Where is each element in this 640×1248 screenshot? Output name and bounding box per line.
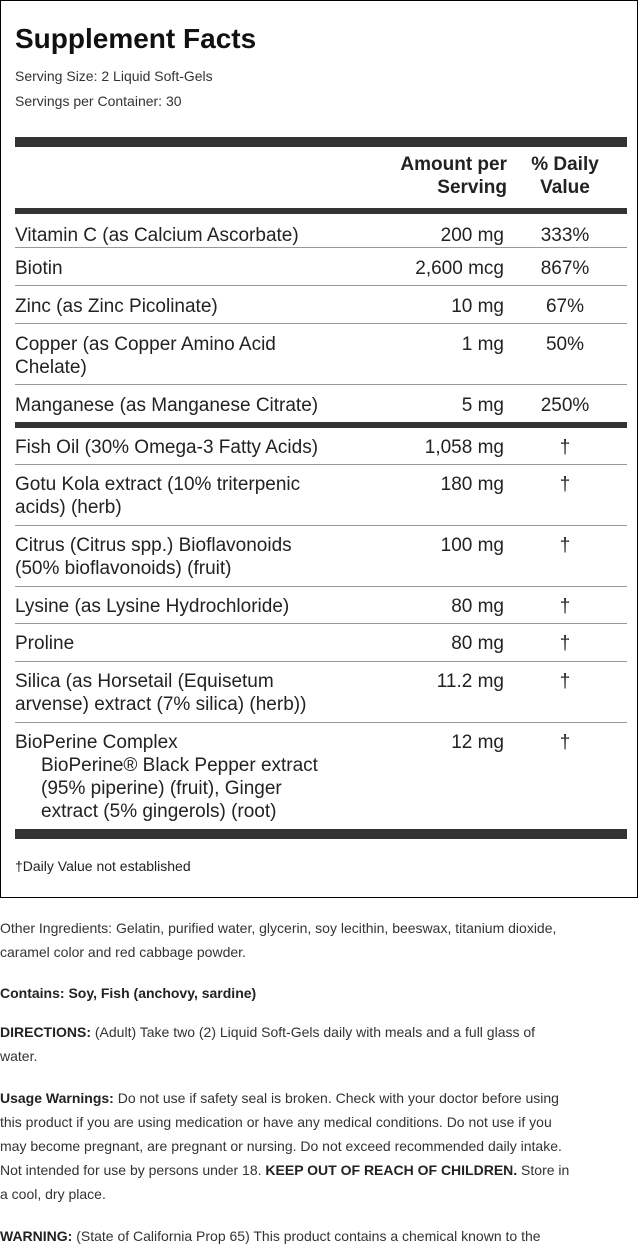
nutrient-name: Lysine (as Lysine Hydrochloride) bbox=[15, 596, 290, 617]
contains-allergens: Contains: Soy, Fish (anchovy, sardine) bbox=[0, 985, 257, 1001]
nutrient-amount: 12 mg bbox=[451, 732, 504, 753]
nutrient-name bbox=[15, 473, 355, 519]
keep-out-of-reach-warning: KEEP OUT OF REACH OF CHILDREN. bbox=[265, 1162, 518, 1178]
amount-header-line1: Amount per bbox=[400, 154, 507, 175]
nutrient-subtext-line: BioPerine® Black Pepper extract bbox=[41, 755, 318, 776]
directions-text: water. bbox=[0, 1048, 38, 1064]
nutrient-name bbox=[15, 333, 355, 379]
amount-column-header bbox=[383, 153, 507, 199]
other-ingredients-line: Other Ingredients: Gelatin, purified water, glycerin, soy lecithin, beeswax, titanium dioxide, bbox=[0, 920, 557, 936]
nutrient-daily-value: † bbox=[559, 474, 571, 495]
usage-warnings bbox=[0, 1086, 640, 1206]
nutrient-name-line: (50% bioflavonoids) (fruit) bbox=[15, 558, 232, 579]
panel-title: Supplement Facts bbox=[15, 23, 257, 54]
daily-value-footnote: †Daily Value not established bbox=[15, 858, 191, 874]
nutrient-daily-value: † bbox=[559, 732, 571, 753]
usage-warnings-text: Not intended for use by persons under 18. bbox=[0, 1162, 266, 1178]
usage-warnings-label: Usage Warnings: bbox=[0, 1090, 114, 1106]
serving-size: Serving Size: 2 Liquid Soft-Gels bbox=[15, 68, 213, 84]
usage-warnings-text: this product if you are using medication or have any medical conditions. Do not use if you bbox=[0, 1114, 552, 1130]
nutrient-name-line: Copper (as Copper Amino Acid bbox=[15, 334, 276, 355]
nutrient-name: Zinc (as Zinc Picolinate) bbox=[15, 296, 218, 317]
nutrient-daily-value: † bbox=[559, 596, 571, 617]
nutrient-row bbox=[15, 623, 627, 661]
nutrient-daily-value: † bbox=[559, 671, 571, 692]
nutrient-name: Manganese (as Manganese Citrate) bbox=[15, 395, 319, 416]
nutrient-daily-value: 67% bbox=[545, 296, 585, 317]
nutrient-daily-value: † bbox=[559, 633, 571, 654]
prop65-text: (State of California Prop 65) This product contains a chemical known to the bbox=[72, 1228, 541, 1244]
amount-header-line2: Serving bbox=[437, 177, 507, 198]
nutrient-amount: 2,600 mcg bbox=[415, 258, 504, 279]
nutrient-daily-value: 867% bbox=[540, 258, 590, 279]
nutrient-row bbox=[15, 247, 627, 285]
nutrient-daily-value: 50% bbox=[545, 334, 585, 355]
nutrient-name-line: Chelate) bbox=[15, 357, 87, 378]
nutrient-amount: 180 mg bbox=[440, 474, 504, 495]
usage-warnings-text: may become pregnant, are pregnant or nursing. Do not exceed recommended daily intake. bbox=[0, 1138, 562, 1154]
nutrient-row bbox=[15, 384, 627, 422]
nutrient-amount: 80 mg bbox=[451, 633, 504, 654]
nutrient-row bbox=[15, 464, 627, 525]
nutrient-amount: 100 mg bbox=[440, 535, 504, 556]
nutrient-name: BioPerine Complex bbox=[15, 732, 178, 753]
nutrient-name-line: arvense) extract (7% silica) (herb)) bbox=[15, 694, 307, 715]
prop65-warning bbox=[0, 1224, 640, 1248]
nutrient-name: Vitamin C (as Calcium Ascorbate) bbox=[15, 225, 299, 246]
nutrient-name: Proline bbox=[15, 633, 75, 654]
nutrient-row bbox=[15, 586, 627, 624]
nutrient-name bbox=[15, 534, 355, 580]
nutrient-row bbox=[15, 208, 627, 246]
nutrient-daily-value: † bbox=[559, 535, 571, 556]
usage-warnings-text: Do not use if safety seal is broken. Check with your doctor before using bbox=[113, 1090, 559, 1106]
nutrient-amount: 5 mg bbox=[461, 395, 504, 416]
daily-value-column-header bbox=[521, 153, 609, 199]
usage-warnings-text: a cool, dry place. bbox=[0, 1186, 106, 1202]
top-divider-bar bbox=[15, 137, 627, 147]
nutrient-name-line: Silica (as Horsetail (Equisetum bbox=[15, 671, 274, 692]
nutrient-amount: 10 mg bbox=[451, 296, 504, 317]
nutrient-row bbox=[15, 722, 627, 829]
nutrient-row bbox=[15, 323, 627, 384]
nutrient-name: Fish Oil (30% Omega-3 Fatty Acids) bbox=[15, 437, 319, 458]
dv-header-line2: Value bbox=[540, 177, 590, 198]
directions-text: (Adult) Take two (2) Liquid Soft-Gels daily with meals and a full glass of bbox=[91, 1024, 536, 1040]
nutrient-row bbox=[15, 661, 627, 722]
nutrient-amount: 11.2 mg bbox=[436, 671, 504, 692]
nutrient-amount: 1 mg bbox=[461, 334, 504, 355]
nutrient-row bbox=[15, 422, 627, 465]
nutrient-subtext bbox=[41, 754, 361, 823]
nutrient-subtext-line: (95% piperine) (fruit), Ginger bbox=[41, 778, 282, 799]
nutrient-name bbox=[15, 670, 355, 716]
nutrient-name-line: Gotu Kola extract (10% triterpenic bbox=[15, 474, 301, 495]
bottom-divider-bar bbox=[15, 829, 627, 839]
nutrient-name-line: Citrus (Citrus spp.) Bioflavonoids bbox=[15, 535, 292, 556]
nutrient-amount: 1,058 mg bbox=[424, 437, 504, 458]
other-ingredients bbox=[0, 916, 640, 964]
nutrient-daily-value: † bbox=[559, 437, 571, 458]
nutrient-name: Biotin bbox=[15, 258, 63, 279]
nutrient-daily-value: 250% bbox=[540, 395, 590, 416]
nutrient-row bbox=[15, 285, 627, 323]
directions bbox=[0, 1020, 640, 1068]
servings-per-container: Servings per Container: 30 bbox=[15, 93, 182, 109]
other-ingredients-line: caramel color and red cabbage powder. bbox=[0, 944, 246, 960]
nutrient-name-line: acids) (herb) bbox=[15, 497, 122, 518]
prop65-label: WARNING: bbox=[0, 1228, 73, 1244]
nutrient-amount: 80 mg bbox=[451, 596, 504, 617]
nutrient-subtext-line: extract (5% gingerols) (root) bbox=[41, 801, 277, 822]
usage-warnings-text: Store in bbox=[517, 1162, 570, 1178]
nutrient-daily-value: 333% bbox=[540, 225, 590, 246]
directions-label: DIRECTIONS: bbox=[0, 1024, 91, 1040]
nutrient-row bbox=[15, 525, 627, 586]
dv-header-line1: % Daily bbox=[531, 154, 599, 175]
nutrient-amount: 200 mg bbox=[440, 225, 504, 246]
